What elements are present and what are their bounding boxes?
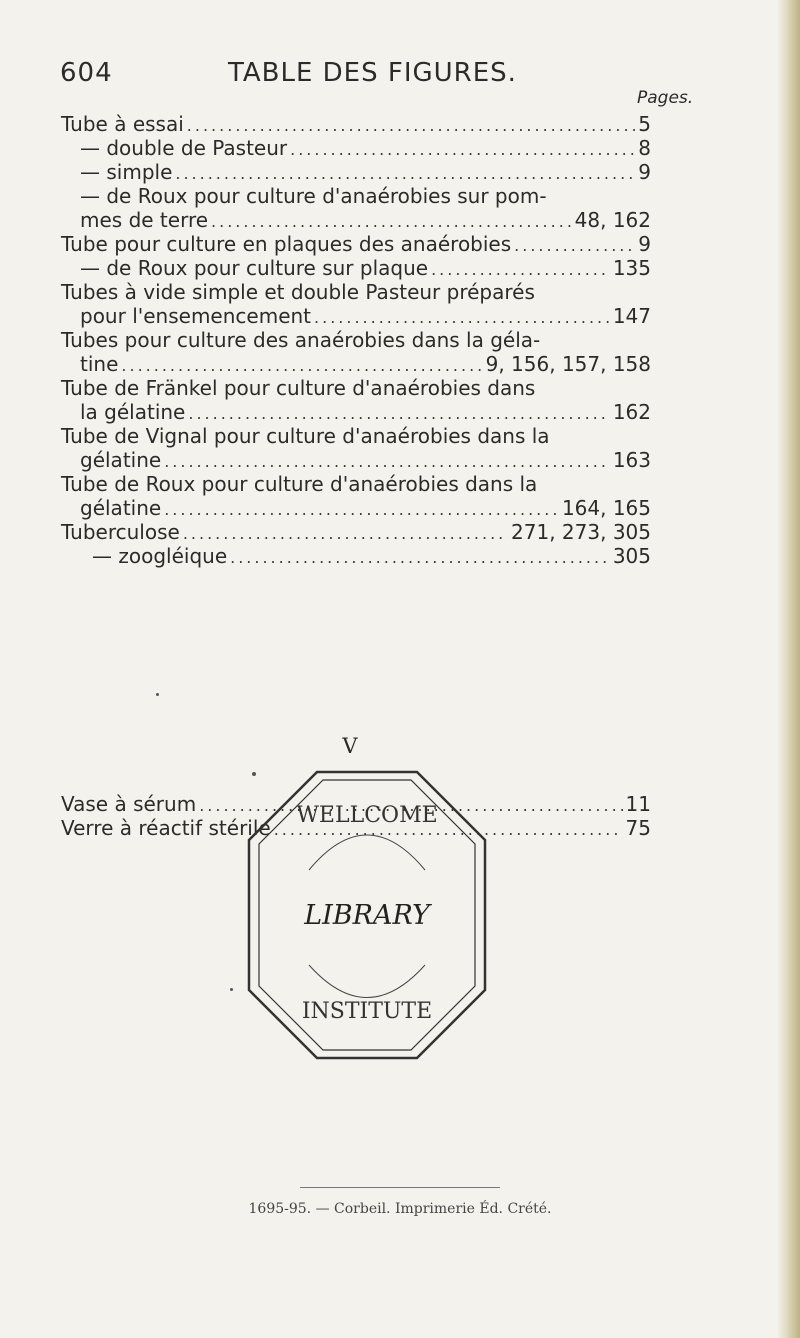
index-entry: Tuberculose ..... 271, 273, 305 bbox=[61, 520, 651, 544]
stamp-center-text: LIBRARY bbox=[304, 900, 430, 931]
stamp-ring-arc-bottom bbox=[309, 965, 425, 998]
index-entry: Tube de Vignal pour culture d'anaérobies dans la bbox=[61, 424, 550, 448]
stamp-ring-top: WELLCOME bbox=[296, 803, 438, 828]
page-edge bbox=[778, 0, 800, 1338]
index-entry: — double de Pasteur ..... 8 bbox=[80, 136, 651, 160]
index-entry: gélatine ..... 163 bbox=[80, 448, 651, 472]
index-entry: — simple ..... 9 bbox=[80, 160, 651, 184]
index-entry: gélatine ..... 164, 165 bbox=[80, 496, 651, 520]
index-entry: Tubes pour culture des anaérobies dans la géla- bbox=[61, 328, 541, 352]
section-letter: V bbox=[342, 734, 358, 758]
ink-speck bbox=[252, 772, 256, 776]
ink-speck bbox=[230, 988, 233, 991]
index-entry: Verre à réactif stérile ..... 75 bbox=[61, 816, 651, 840]
index-entry: — de Roux pour culture sur plaque ..... 135 bbox=[80, 256, 651, 280]
index-entry: — zoogléique ..... 305 bbox=[92, 544, 651, 568]
index-entry: Tubes à vide simple et double Pasteur préparés bbox=[61, 280, 535, 304]
stamp-ring-bottom: INSTITUTE bbox=[301, 999, 433, 1024]
stamp-ring-arc-top bbox=[309, 835, 425, 870]
printer-imprint: 1695-95. — Corbeil. Imprimerie Éd. Crété. bbox=[248, 1201, 552, 1217]
index-entry: Tube de Fränkel pour culture d'anaérobies dans bbox=[61, 376, 536, 400]
index-entry: tine ..... 9, 156, 157, 158 bbox=[80, 352, 651, 376]
index-entry: Vase à sérum ..... 11 bbox=[61, 792, 651, 816]
index-entry: — de Roux pour culture d'anaérobies sur pom- bbox=[80, 184, 547, 208]
page-title: TABLE DES FIGURES. bbox=[228, 58, 517, 88]
page-number: 604 bbox=[60, 58, 113, 88]
index-entry: Tube à essai ..... 5 bbox=[61, 112, 651, 136]
library-stamp-icon bbox=[247, 760, 487, 1070]
index-entry: pour l'ensemencement ..... 147 bbox=[80, 304, 651, 328]
ink-speck bbox=[156, 693, 159, 696]
page-header bbox=[60, 58, 672, 88]
index-entry: Tube pour culture en plaques des anaérobies ..... 9 bbox=[61, 232, 651, 256]
footer-rule bbox=[300, 1187, 500, 1188]
index-entry: mes de terre ..... 48, 162 bbox=[80, 208, 651, 232]
index-entry: la gélatine ..... 162 bbox=[80, 400, 651, 424]
pages-column-label: Pages. bbox=[637, 88, 694, 108]
index-entry: Tube de Roux pour culture d'anaérobies dans la bbox=[61, 472, 538, 496]
